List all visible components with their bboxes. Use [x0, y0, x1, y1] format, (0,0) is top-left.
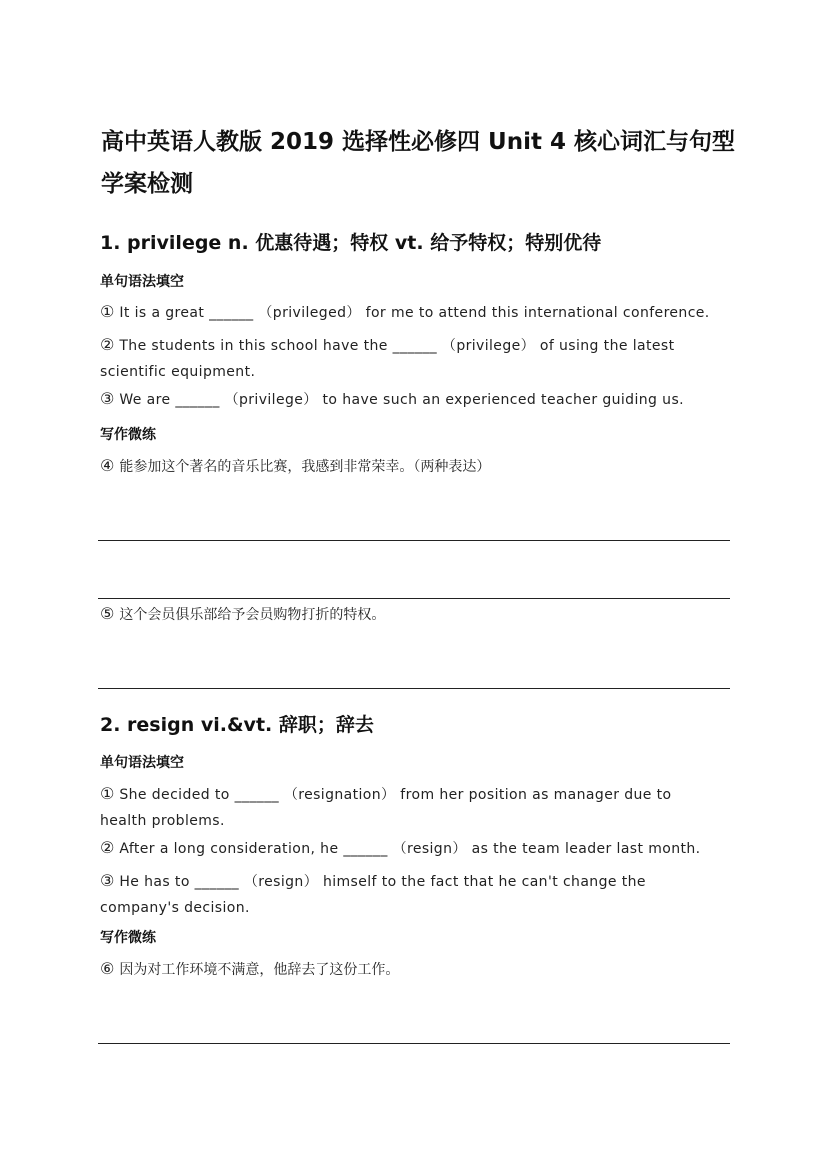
- writing-item: [100, 956, 710, 983]
- writing-label: 写作微练: [100, 427, 156, 443]
- item-number: ③: [100, 871, 115, 890]
- writing-item: [100, 453, 710, 480]
- item-number: ③: [100, 389, 115, 408]
- item-number: ②: [100, 335, 115, 354]
- item-number: ①: [100, 302, 115, 321]
- writing-label: 写作微练: [100, 930, 156, 946]
- page-title: 高中英语人教版 2019 选择性必修四 Unit 4 核心词汇与句型学案检测: [101, 129, 735, 197]
- writing-item: [100, 601, 710, 628]
- grammar-label: 单句语法填空: [100, 274, 184, 290]
- item-text: After a long consideration, he ______ （resign） as the team leader last month.: [119, 841, 701, 857]
- item-text: She decided to ______ （resignation） from her position as manager due to health problems.: [100, 787, 672, 829]
- section-heading-resign: 2. resign vi.&vt. 辞职；辞去: [100, 714, 374, 736]
- item-number: ⑥: [100, 959, 115, 978]
- answer-line: [98, 540, 730, 541]
- grammar-item: [100, 868, 710, 921]
- grammar-label: 单句语法填空: [100, 755, 184, 771]
- answer-line: [98, 1043, 730, 1044]
- grammar-item: [100, 781, 710, 834]
- item-text: 因为对工作环境不满意，他辞去了这份工作。: [119, 962, 400, 978]
- grammar-item: [100, 299, 710, 326]
- answer-line: [98, 598, 730, 599]
- item-number: ②: [100, 838, 115, 857]
- item-text: It is a great ______ （privileged） for me to attend this international conference.: [119, 305, 710, 321]
- grammar-item: [100, 835, 710, 862]
- answer-line: [98, 688, 730, 689]
- item-number: ①: [100, 784, 115, 803]
- item-text: The students in this school have the ______ （privilege） of using the latest scientific equipment.: [100, 338, 675, 380]
- item-text: We are ______ （privilege） to have such an experienced teacher guiding us.: [119, 392, 684, 408]
- grammar-item: [100, 332, 710, 385]
- grammar-item: [100, 386, 710, 413]
- section-heading-privilege: 1. privilege n. 优惠待遇；特权 vt. 给予特权；特别优待: [100, 232, 602, 254]
- item-text: He has to ______ （resign） himself to the fact that he can't change the company's decision.: [100, 874, 646, 916]
- item-number: ⑤: [100, 604, 115, 623]
- item-text: 能参加这个著名的音乐比赛，我感到非常荣幸。（两种表达）: [119, 459, 491, 475]
- item-number: ④: [100, 456, 115, 475]
- item-text: 这个会员俱乐部给予会员购物打折的特权。: [119, 607, 386, 623]
